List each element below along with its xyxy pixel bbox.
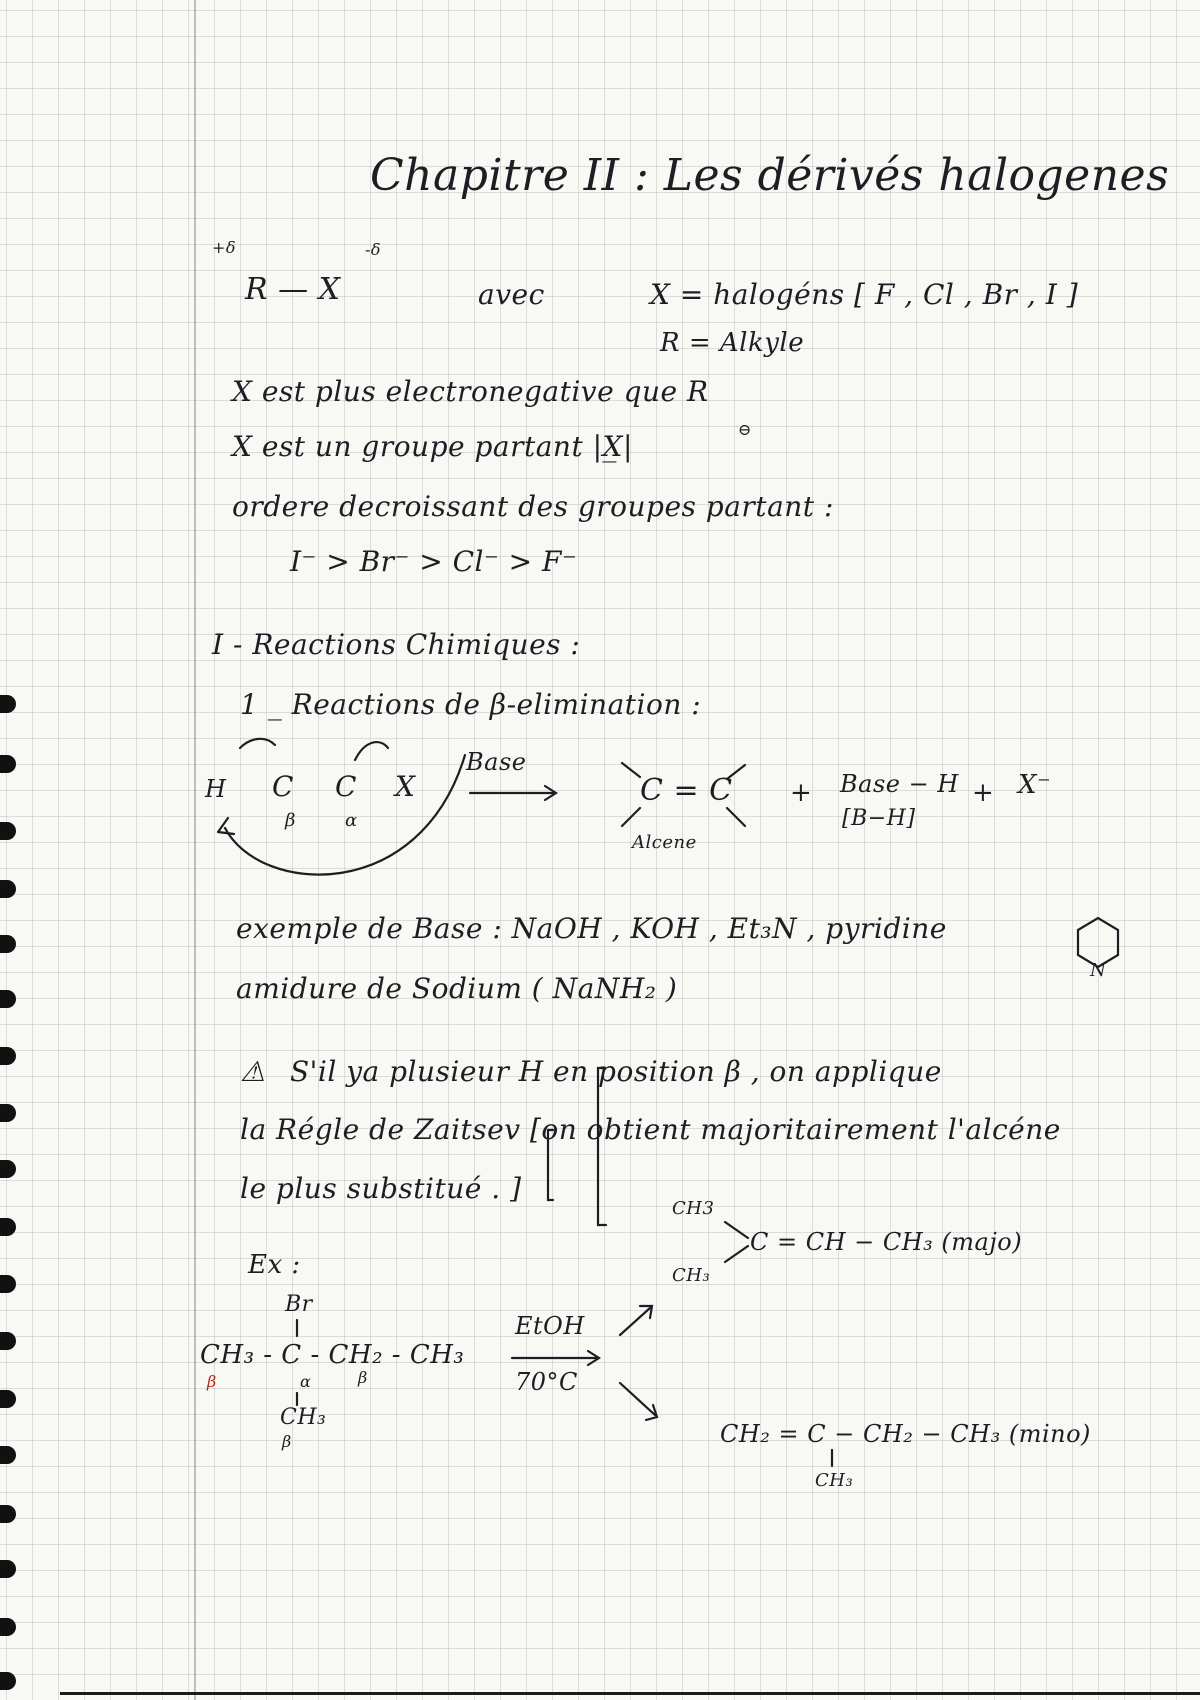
subsection-heading: 1 _ Reactions de β-elimination :: [240, 688, 702, 721]
base-examples-line: exemple de Base : NaOH , KOH , Et₃N , pyridine: [236, 912, 947, 945]
page-title: Chapitre II : Les dérivés halogenes: [370, 150, 1170, 201]
mech-c-beta: C: [272, 770, 294, 803]
example-beta-left: β: [207, 1372, 217, 1391]
minor-ch3: CH₃: [815, 1470, 854, 1491]
partial-charge-minus: -δ: [365, 240, 382, 259]
order-heading: ordere decroissant des groupes partant :: [232, 490, 834, 523]
example-br: Br: [285, 1292, 313, 1317]
alkene-label: Alcene: [632, 832, 697, 853]
condition-temperature: 70°C: [515, 1368, 578, 1396]
minor-product: CH₂ = C − CH₂ − CH₃ (mino): [720, 1420, 1091, 1448]
alpha-label: α: [345, 810, 358, 831]
base-arrow-label: Base: [466, 748, 527, 776]
example-beta-bottom: β: [282, 1432, 292, 1451]
leaving-group-order: I⁻ > Br⁻ > Cl⁻ > F⁻: [290, 545, 578, 578]
rule-line-3: le plus substitué . ]: [240, 1172, 522, 1205]
example-label: Ex :: [248, 1250, 301, 1280]
major-ch3-top: CH3: [672, 1198, 715, 1219]
example-ch3-bottom: CH₃: [280, 1405, 327, 1430]
sodium-amide-line: amidure de Sodium ( NaNH₂ ): [236, 972, 678, 1005]
alkyl-definition: R = Alkyle: [660, 328, 805, 358]
plus-sign-1: +: [790, 778, 813, 808]
base-h-bracket: [B−H]: [842, 806, 916, 831]
mech-x: X: [395, 770, 416, 803]
major-product: C = CH − CH₃ (majo): [750, 1228, 1023, 1256]
example-beta-mid: β: [358, 1368, 368, 1387]
beta-label: β: [285, 810, 296, 831]
condition-solvent: EtOH: [515, 1312, 585, 1340]
base-h-product: Base − H: [840, 770, 959, 798]
rule-line-1: S'il ya plusieur H en position β , on applique: [290, 1055, 942, 1088]
mech-h: H: [205, 775, 227, 803]
leaving-group-charge: ⊖: [738, 420, 752, 439]
electronegativity-line: X est plus electronegative que R: [232, 375, 709, 408]
leaving-group-line: X est un groupe partant |X̲|: [232, 430, 633, 463]
pyridine-nitrogen: N: [1090, 960, 1107, 981]
halogen-definition: X = halogéns [ F , Cl , Br , I ]: [650, 278, 1079, 311]
mech-c-alpha: C: [335, 770, 357, 803]
example-reactant: CH₃ - C - CH₂ - CH₃: [200, 1340, 465, 1370]
warning-icon: ⚠: [240, 1055, 266, 1088]
alkene-product: C = C: [640, 773, 733, 808]
margin-line: [194, 0, 196, 1700]
halide-ion: X⁻: [1018, 770, 1052, 800]
formula-r-x: R — X: [245, 272, 341, 307]
avec-label: avec: [478, 278, 545, 311]
section-heading: I - Reactions Chimiques :: [212, 628, 581, 661]
page-bottom-edge: [60, 1692, 1200, 1695]
major-ch3-bottom: CH₃: [672, 1265, 711, 1286]
partial-charge-plus: +δ: [212, 238, 237, 257]
example-alpha: α: [300, 1372, 312, 1391]
plus-sign-2: +: [972, 778, 995, 808]
rule-line-2: la Régle de Zaitsev [on obtient majoritairement l'alcéne: [240, 1113, 1061, 1146]
